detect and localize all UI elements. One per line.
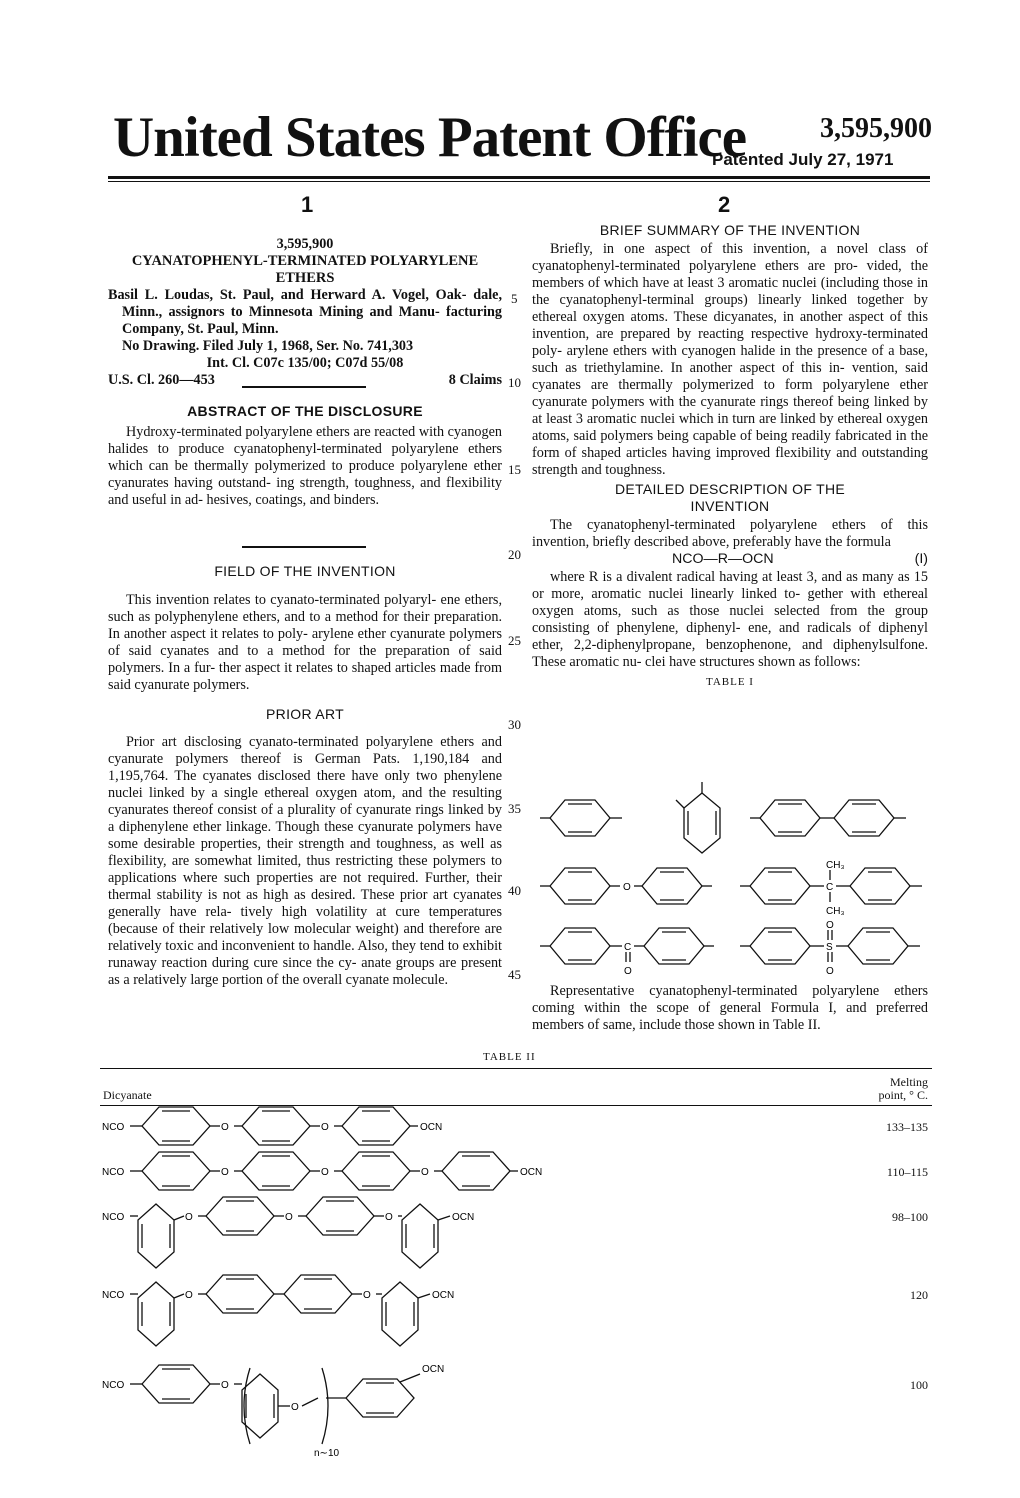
summary-section	[532, 222, 928, 691]
front-filing: No Drawing. Filed July 1, 1968, Ser. No. 741,303	[122, 338, 414, 354]
front-uscl: U.S. Cl. 260—453	[108, 372, 215, 388]
ocn-label: OCN	[432, 1290, 455, 1301]
ch3-label: CH₃	[826, 906, 845, 917]
prior-heading: PRIOR ART	[266, 706, 344, 722]
patent-date: Patented July 27, 1971	[712, 150, 894, 169]
detailed-text-3: Representative cyanatophenyl-terminated polyarylene ethers coming within the scope of general Formula I, and preferred members of same, include those shown in Table II.	[532, 983, 928, 1033]
field-section	[108, 563, 502, 989]
nco-label: NCO	[102, 1122, 125, 1133]
front-matter	[108, 236, 502, 389]
front-intcl: Int. Cl. C07c 135/00; C07d 55/08	[206, 355, 404, 371]
line-number: 5	[511, 291, 518, 306]
o-label: O	[321, 1167, 329, 1178]
header-rule	[108, 176, 930, 179]
line-number: 40	[508, 883, 521, 898]
sulfone-o-label: O	[826, 966, 834, 977]
ocn-label: OCN	[452, 1212, 475, 1223]
ocn-label: OCN	[520, 1167, 543, 1178]
o-label: O	[385, 1212, 393, 1223]
front-number: 3,595,900	[276, 236, 334, 252]
line-number: 45	[508, 967, 521, 982]
ocn-label: OCN	[420, 1122, 443, 1133]
ch3-label: CH₃	[826, 860, 845, 871]
field-text: This invention relates to cyanato-terminated polyaryl- ene ethers, such as polyphenylene ethers, and to a method for their preparation. In another aspect it relates to poly- arylene ether cyanurate polymers of said cyanates and to a method for the preparation of said polymers. In a fur- ther aspect it relates to shaped articles made from said cyanurate polymers.	[108, 592, 502, 693]
nco-label: NCO	[102, 1167, 125, 1178]
carbonyl-c-label: C	[624, 942, 632, 953]
front-claims: 8 Claims	[448, 372, 502, 388]
repeat-subscript: n∼10	[314, 1448, 340, 1459]
front-inventors: Basil L. Loudas, St. Paul, and Herward A. Vogel, Oak- dale, Minn., assignors to Minnesota Mining and Manu- facturing Company, St. Paul, Minn.	[108, 287, 502, 337]
o-label: O	[185, 1212, 193, 1223]
representative-paragraph	[532, 983, 928, 1034]
table2-col-melting	[860, 1076, 928, 1102]
line-number: 25	[508, 633, 521, 648]
header-rule-thin	[108, 181, 930, 182]
melting-point-4: 120	[910, 1288, 928, 1302]
formula-line	[532, 551, 928, 569]
separator	[242, 546, 366, 548]
table2-structures	[100, 1106, 660, 1498]
table1-caption: TABLE I	[706, 676, 754, 688]
line-number: 20	[508, 547, 521, 562]
detailed-text-2: where R is a divalent radical having at least 3, and as many as 15 or more, aromatic nuclei linearly linked to- gether with ethereal oxygen atoms, such as those nuclei selected from the group consisting of phenylene, diphenyl- ene, and radicals of diphenyl ether, 2,2-diphenylpropane, benzophenone, and diphenylsulfone. These aromatic nu- clei have structures shown as follows:	[532, 569, 928, 670]
patent-number: 3,595,900	[820, 113, 932, 144]
line-number: 10	[508, 375, 521, 390]
column-number-left: 1	[301, 192, 314, 217]
o-label: O	[363, 1290, 371, 1301]
melting-point-1: 133–135	[886, 1120, 928, 1134]
table2-col-dicyanate: Dicyanate	[103, 1088, 152, 1102]
line-number: 30	[508, 717, 521, 732]
abstract-section	[108, 403, 502, 509]
detailed-text-1: The cyanatophenyl-terminated polyarylene ethers of this invention, briefly described above, preferably have the formula	[532, 517, 928, 550]
melting-point-2: 110–115	[886, 1165, 928, 1179]
office-title: United States Patent Office	[113, 106, 747, 169]
formula-number: (I)	[914, 551, 928, 567]
abstract-text: Hydroxy-terminated polyarylene ethers are reacted with cyanogen halides to produce cyanatophenyl-terminated polyarylene ethers which can be thermally polymerized to produce polyarylene ether cyanurates having outstand- ing strength, toughness, and flexibility and useful in ad- hesives, coatings, and binders.	[108, 424, 502, 508]
carbonyl-o-label: O	[624, 966, 632, 977]
table2-caption: TABLE II	[483, 1051, 536, 1063]
o-label: O	[185, 1290, 193, 1301]
melting-point-3: 98–100	[892, 1210, 928, 1224]
o-label: O	[291, 1402, 299, 1413]
prior-text: Prior art disclosing cyanato-terminated polyarylene ethers and cyanurate polymers thereof is German Pats. 1,190,184 and 1,195,764. The cyanates disclosed there have only two phenylene nuclei linked by a single ethereal oxygen atom, and the resulting cyanurates thereof consist of a plurality of cyanurate rings linked by a diphenylene ether linkage. Though these cyanurate polymers have some desirable properties, their strength and toughness, as well as flexibility, are somewhat limited, thus restricting these polymers to applications where such properties are not required. Further, their thermal stability is not as high as desired. These prior art cyanates generally have rela- tively high volatility at cure temperatures (because of their relatively low molecular weight) and therefore are relatively toxic and inconvenient to handle. Also, they tend to exhibit runaway reaction during cure since the cy- anate groups are present as a relatively large portion of the overall cyanate molecule.	[108, 734, 502, 988]
sulfone-s-label: S	[826, 942, 833, 953]
nco-label: NCO	[102, 1290, 125, 1301]
o-label: O	[221, 1167, 229, 1178]
table1-structures	[532, 778, 932, 978]
field-heading: FIELD OF THE INVENTION	[214, 563, 396, 579]
ocn-label: OCN	[422, 1364, 445, 1375]
o-label: O	[285, 1212, 293, 1223]
column-number-right: 2	[718, 192, 731, 217]
detailed-heading: DETAILED DESCRIPTION OF THE INVENTION	[614, 481, 846, 514]
nco-label: NCO	[102, 1380, 125, 1391]
c-label: C	[826, 882, 834, 893]
o-label: O	[421, 1167, 429, 1178]
line-number: 15	[508, 462, 521, 477]
melting-label-2: point, ° C.	[878, 1088, 928, 1102]
abstract-heading: ABSTRACT OF THE DISCLOSURE	[187, 403, 423, 419]
o-label: O	[321, 1122, 329, 1133]
melting-point-5: 100	[910, 1378, 928, 1392]
table2-top-rule	[100, 1068, 932, 1069]
line-number: 35	[508, 801, 521, 816]
front-title: CYANATOPHENYL-TERMINATED POLYARYLENE ETHERS	[131, 253, 479, 286]
sulfone-o-label: O	[826, 920, 834, 931]
o-label: O	[221, 1122, 229, 1133]
summary-text: Briefly, in one aspect of this invention, a novel class of cyanatophenyl-terminated polyarylene ethers are pro- vided, the members of which have at least 3 aromatic nuclei (including those in the cyanatophenyl-terminal groups) linearly linked together by ethereal oxygen atoms. These dicyanates, in another aspect of this invention, are prepared by reacting respective hydroxy-terminated poly- arylene ethers with cyanogen halide in the presence of a base, such as triethylamine. In another aspect of this in- vention, said cyanates are thermally polymerized to form polyarylene ether cyanurate polymers with the cyanurate rings thereof being linked by at least 3 aromatic nuclei which in turn are linked by ethereal oxygen atoms, said polymers being capable of being readily fabricated in the form of shaped articles having improved flexibility and outstanding strength and toughness.	[532, 241, 928, 478]
ether-o-label: O	[623, 882, 631, 893]
summary-heading: BRIEF SUMMARY OF THE INVENTION	[599, 222, 861, 238]
nco-label: NCO	[102, 1212, 125, 1223]
melting-label-1: Melting	[890, 1075, 928, 1089]
o-label: O	[221, 1380, 229, 1391]
separator	[242, 386, 366, 388]
formula: NCO—R—OCN	[672, 551, 774, 567]
